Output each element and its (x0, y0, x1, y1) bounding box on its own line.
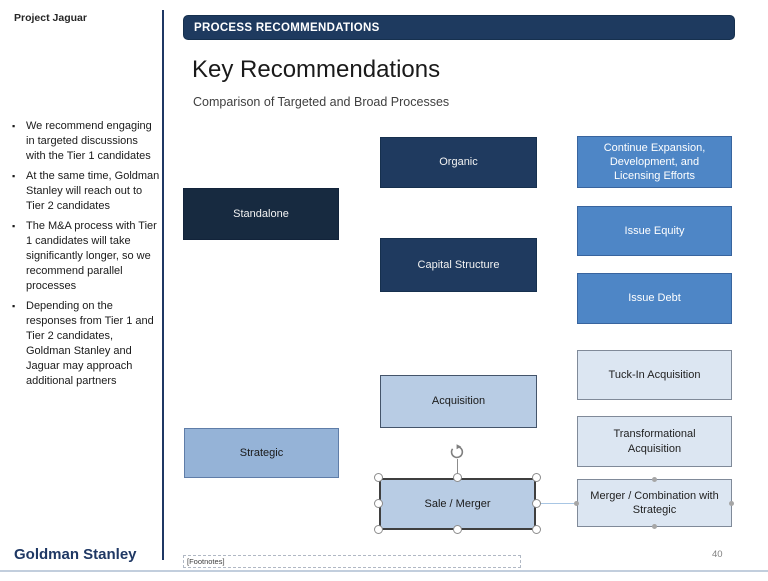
vertical-divider (162, 10, 164, 560)
box-merger-combination-label: Merger / Combination with Strategic (590, 489, 719, 516)
rotate-handle-icon[interactable] (449, 444, 465, 460)
box-issue-debt-label: Issue Debt (628, 292, 681, 305)
box-acquisition[interactable] (380, 375, 537, 428)
box-issue-debt[interactable] (577, 273, 732, 324)
box-standalone[interactable] (183, 188, 339, 240)
connection-dot-bottom (652, 524, 657, 529)
connection-dot-top (652, 477, 657, 482)
page-subtitle: Comparison of Targeted and Broad Processes (193, 95, 450, 109)
box-transformational-acquisition-label: Transformational Acquisition (613, 428, 696, 455)
company-logo-text: Goldman Stanley (14, 546, 137, 563)
bullet-text: The M&A process with Tier 1 candidates will take significantly longer, so we recommend parallel processes (26, 220, 157, 292)
box-transformational-acquisition[interactable] (577, 416, 732, 467)
bullet-item (12, 219, 160, 294)
connection-dot-left (574, 501, 579, 506)
project-label: Project Jaguar (14, 12, 87, 24)
box-issue-equity-label: Issue Equity (624, 224, 685, 237)
box-organic[interactable] (380, 137, 537, 188)
box-acquisition-label: Acquisition (431, 395, 486, 408)
sidebar-bullet-list (12, 119, 160, 394)
selection-handle-s[interactable] (453, 525, 462, 534)
page-number: 40 (712, 549, 723, 560)
connection-dot-right (729, 501, 734, 506)
box-issue-equity[interactable] (577, 206, 732, 256)
bullet-marker: ▪ (12, 171, 16, 181)
box-capital-structure-label: Capital Structure (417, 258, 500, 271)
bullet-marker: ▪ (12, 221, 16, 231)
selection-handle-n[interactable] (453, 473, 462, 482)
section-banner[interactable] (183, 15, 735, 40)
selection-handle-w[interactable] (374, 499, 383, 508)
box-strategic-label: Strategic (239, 446, 284, 459)
section-banner-text: PROCESS RECOMMENDATIONS (194, 21, 380, 34)
selection-handle-sw[interactable] (374, 525, 383, 534)
footnotes-placeholder-text: [Footnotes] (187, 557, 225, 566)
bullet-text: We recommend engaging in targeted discussions with the Tier 1 candidates (26, 120, 152, 162)
bullet-marker: ▪ (12, 121, 16, 131)
selection-handle-ne[interactable] (532, 473, 541, 482)
selection-handle-e[interactable] (532, 499, 541, 508)
box-continue-expansion[interactable] (577, 136, 732, 188)
bullet-item (12, 119, 160, 164)
page-title: Key Recommendations (192, 56, 441, 83)
slide-bottom-edge (0, 570, 768, 572)
box-merger-combination[interactable] (577, 479, 732, 527)
selection-handle-nw[interactable] (374, 473, 383, 482)
box-capital-structure[interactable] (380, 238, 537, 292)
box-tuck-in-acquisition-label: Tuck-In Acquisition (608, 368, 701, 381)
selection-handle-se[interactable] (532, 525, 541, 534)
box-sale-merger-label: Sale / Merger (424, 497, 491, 510)
bullet-text: Depending on the responses from Tier 1 and Tier 2 candidates, Goldman Stanley and Jaguar may approach additional partners (26, 300, 154, 387)
box-tuck-in-acquisition[interactable] (577, 350, 732, 400)
bullet-marker: ▪ (12, 301, 16, 311)
bullet-item (12, 169, 160, 214)
footnotes-placeholder[interactable] (183, 555, 521, 568)
box-continue-expansion-label: Continue Expansion, Development, and Licensing Efforts (603, 141, 706, 183)
box-standalone-label: Standalone (233, 207, 289, 220)
box-strategic[interactable] (184, 428, 339, 478)
box-sale-merger[interactable] (379, 478, 536, 530)
connector-line[interactable] (536, 503, 577, 504)
bullet-text: At the same time, Goldman Stanley will reach out to Tier 2 candidates (26, 170, 160, 212)
bullet-item (12, 299, 160, 389)
box-organic-label: Organic (439, 156, 478, 169)
